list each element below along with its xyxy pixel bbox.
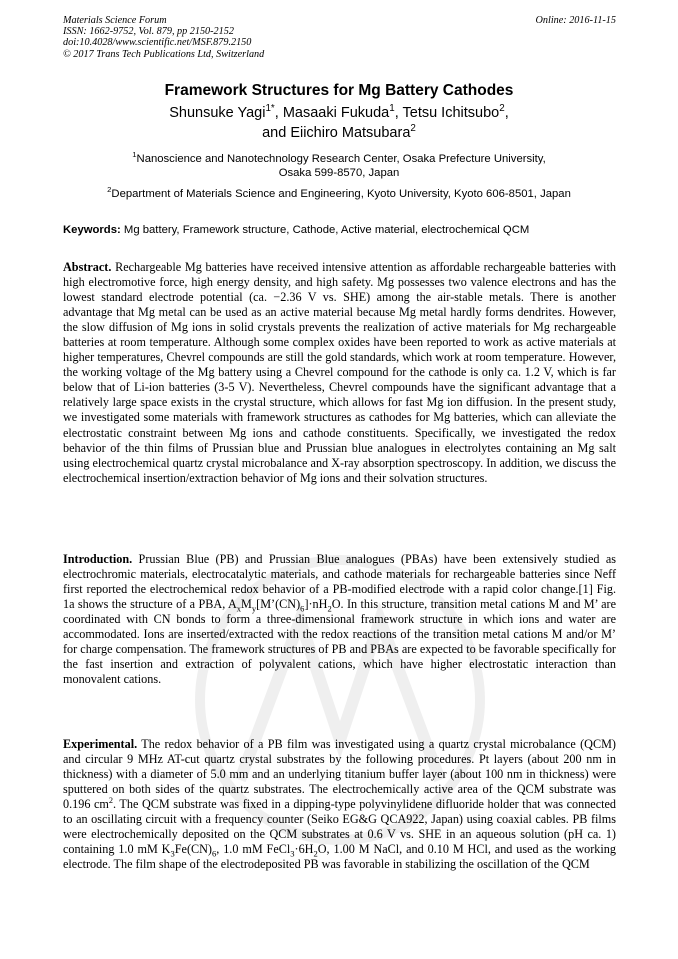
abstract-label: Abstract.	[63, 260, 112, 274]
abstract-text: Rechargeable Mg batteries have received intensive attention as affordable rechargeable batteries with high electromotive force, high energy density, and high safety. Mg possesses two valence electrons and has the lowest standard electrode potential (ca. −2.36 V vs. SHE) among the air-stable metals. There is another advantage that Mg metal can be used as an active material because Mg metal hardly forms dendrites. However, the slow diffusion of Mg ions in solid crystals prevents the realization of active materials for Mg rechargeable batteries at room temperature. Although some complex oxides have been reported to work as active materials at higher temperatures, Chevrel compounds are still the gold standards, which work at room temperature. However, the working voltage of the Mg battery using a Chevrel compound for the cathode is only ca. 1.2 V, which is far below that of Li-ion batteries (3-5 V). Nevertheless, Chevrel compounds have the significant advantage that a relatively large space exists in the crystal structure, which allows for fast Mg ion diffusion. In the present study, we investigated some materials with framework structures as cathodes for Mg batteries, which can alleviate the electrostatic constraint between Mg ions and cathode constituents. Specifically, we investigated the redox behavior of the thin films of Prussian blue and Prussian blue analogues in electrolytes containing an Mg salt using electrochemical quartz crystal microbalance and X-ray absorption spectroscopy. In addition, we discuss the electrochemical insertion/extraction behavior of Mg ions and their solvation structures.	[63, 260, 616, 485]
online-date: Online: 2016-11-15	[535, 15, 616, 26]
introduction-paragraph	[63, 552, 616, 687]
experimental-label: Experimental.	[63, 737, 138, 751]
experimental-text: . The QCM substrate was fixed in a dipping-type polyvinylidene difluoride holder that was connected to an oscillating circuit with a frequency counter (Seiko EG&G QCA922, Japan) using coaxial cables. PB films were electrochemically deposited on the QCM substrates at 0.6 V vs. SHE in an aqueous solution (pH ca. 1) containing 1.0 mM K	[63, 797, 617, 857]
affiliation-mark: 2	[107, 185, 112, 195]
issn-line: ISSN: 1662-9752, Vol. 879, pp 2150-2152	[63, 26, 234, 38]
paper-title: Framework Structures for Mg Battery Cathodes	[164, 82, 514, 99]
doi-line: doi:10.4028/www.scientific.net/MSF.879.2150	[63, 37, 252, 49]
experimental-text: The redox behavior of a PB film was investigated using a quartz crystal microbalance (QCM) and circular 9 MHz AT-cut quartz crystal substrates by the following procedures. Pt layers (about 200 nm in thickness) with a diameter of 5.0 mm and an underlying titanium buffer layer (about 100 nm in thickness) were sputtered on both sides of the quartz substrates. The electrochemically active area of the QCM substrate was 0.196 cm	[63, 737, 616, 812]
journal-header	[63, 15, 616, 60]
author-name: and Eiichiro Matsubara	[262, 125, 411, 141]
keywords-label: Keywords:	[63, 224, 121, 236]
author-affiliation-mark: 1*	[265, 103, 275, 115]
abstract-paragraph	[63, 260, 616, 486]
affiliation-text: Nanoscience and Nanotechnology Research Center, Osaka Prefecture University,	[136, 153, 546, 165]
author-affiliation-mark: 2	[410, 123, 416, 135]
affiliation-2	[0, 187, 678, 201]
affiliation-1	[0, 152, 678, 180]
pba-formula: $A_xM_y[M’(CN)_6]\cdot nH_2O$.	[227, 597, 344, 614]
keywords-text: Mg battery, Framework structure, Cathode, Active material, electrochemical QCM	[123, 224, 530, 236]
experimental-paragraph: Experimental. The redox behavior of a PB film was investigated using a quartz crystal microbalance (QCM) and circular 9 MHz AT-cut quartz crystal substrates by the following procedures. Pt layers (about 200 nm in thickness) with a diameter of 5.0 mm and an underlying titanium buffer layer (about 100 nm in thickness) were sputtered on both sides of the quartz substrates. The electrochemically active area of the QCM substrate was 0.196 $cm^2$. The QCM substrate was fixed in a dipping-type polyvinylidene difluoride holder that was connected to an oscillating circuit with a frequency counter (Seiko EG&G QCA922, Japan) using coaxial cables. PB films were electrochemically deposited on the QCM substrates at 0.6 V vs. SHE in an aqueous solution (pH ca. 1) containing 1.0 mM $K_3Fe(CN)_6$, 1.0 mM $FeCl_3\cdot 6H_2O$, 1.00 M NaCl, and 0.10 M HCl, and used as the working electrode. The film shape of the electrodeposited PB was favorable in stabilizing the oscillation of the QCM	[63, 737, 617, 872]
introduction-text: Prussian Blue (PB) and Prussian Blue analogues (PBAs) have been extensively studied as electrochromic materials, electrocatalytic materials, and cathode materials for rechargeable batteries since Neff first reported the electrochemical redox behavior of a PB-modified electrode with a rapid color change.[1] Fig. 1a shows the structure of a PBA,	[63, 552, 617, 612]
author-list: Shunsuke Yagi$^{1*}$, Masaaki Fukuda$^1$, Tetsu Ichitsubo$^2$, and Eiichiro Matsubara$^2$	[169, 103, 509, 141]
author-affiliation-mark: 2	[499, 103, 505, 115]
introduction-text: In this structure, transition metal cations M and M’ are coordinated with CN bonds to form a three-dimensional framework structure in which ions and water are accommodated. Ions are inserted/extracted with the redox reactions of the transition metal cations M and/or M’ for charge compensation. The framework structures of PB and PBAs are expected to be favorable specifically for the fast insertion and extraction of polyvalent cations, which have higher electrostatic interaction than monovalent cations.	[63, 597, 616, 687]
affiliation-text: Osaka 599-8570, Japan	[278, 167, 400, 179]
keywords	[63, 223, 623, 237]
affiliation-text: Department of Materials Science and Engineering, Kyoto University, Kyoto 606-8501, Japan	[111, 188, 571, 200]
author-name: Tetsu Ichitsubo	[402, 105, 500, 121]
experimental-text: O, 1.00 M NaCl, and 0.10 M HCl, and used as the working electrode. The film shape of the electrodeposited PB was favorable in stabilizing the oscillation of the QCM	[63, 842, 616, 872]
author-affiliation-mark: 1	[389, 103, 395, 115]
author-name: Shunsuke Yagi	[169, 105, 266, 121]
introduction-label: Introduction.	[63, 552, 133, 566]
journal-name: Materials Science Forum	[63, 15, 167, 26]
author-name: Masaaki Fukuda	[282, 105, 390, 121]
affiliation-mark: 1	[132, 150, 137, 160]
copyright-line: © 2017 Trans Tech Publications Ltd, Switzerland	[63, 48, 265, 60]
